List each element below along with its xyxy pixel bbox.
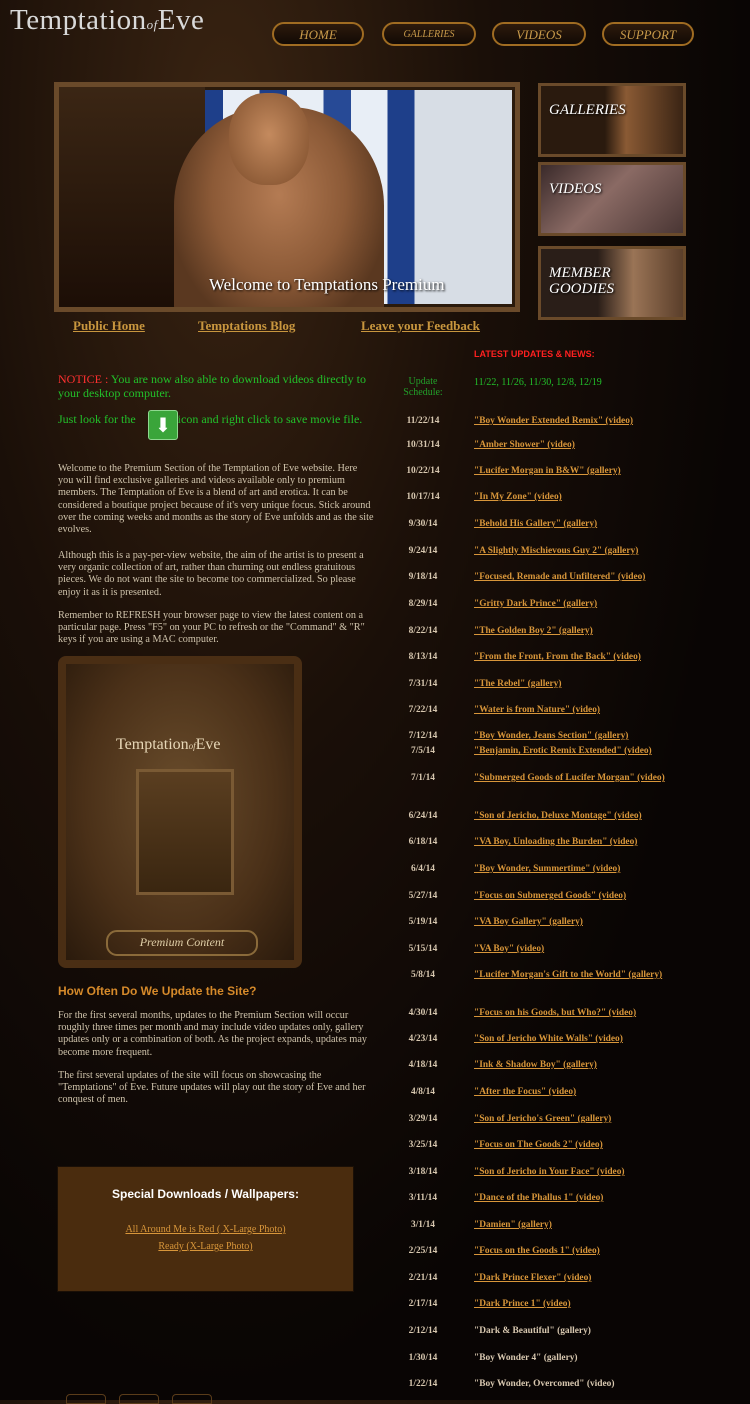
update-title[interactable]: "Amber Shower" (video) — [474, 440, 575, 450]
update-date: 3/11/14 — [408, 1193, 438, 1203]
special-downloads-box — [57, 1166, 354, 1292]
update-title[interactable]: "Dark Prince 1" (video) — [474, 1299, 571, 1309]
update-date: 7/31/14 — [408, 679, 438, 689]
update-title[interactable]: "Focus on The Goods 2" (video) — [474, 1140, 603, 1150]
hero-model-head — [229, 93, 309, 185]
update-title[interactable]: "Focus on the Goods 1" (video) — [474, 1246, 600, 1256]
book-title-main: Temptation — [116, 736, 189, 753]
hero-banner — [54, 82, 520, 312]
update-title[interactable]: "Boy Wonder, Summertime" (video) — [474, 864, 621, 874]
update-date: 9/30/14 — [408, 519, 438, 529]
bottom-thumbnail[interactable] — [66, 1394, 106, 1404]
premium-content-book-image — [58, 656, 302, 968]
tile-galleries[interactable] — [538, 83, 686, 157]
update-date: 6/4/14 — [411, 864, 435, 874]
update-date: 5/15/14 — [408, 944, 438, 954]
update-date: 2/21/14 — [408, 1273, 438, 1283]
update-date: 8/29/14 — [408, 599, 438, 609]
update-date: 3/1/14 — [411, 1220, 435, 1230]
update-title[interactable]: "Benjamin, Erotic Remix Extended" (video) — [474, 746, 652, 756]
update-title[interactable]: "Son of Jericho White Walls" (video) — [474, 1034, 623, 1044]
download-instructions-pre: Just look for the — [58, 412, 136, 426]
bottom-thumbnail[interactable] — [172, 1394, 212, 1404]
update-date: 4/23/14 — [408, 1034, 438, 1044]
update-date: 10/22/14 — [406, 466, 440, 476]
tile-goodies-line2: GOODIES — [549, 281, 614, 297]
update-title[interactable]: "A Slightly Mischievous Guy 2" (gallery) — [474, 546, 639, 556]
update-title[interactable]: "Lucifer Morgan's Gift to the World" (gallery) — [474, 970, 663, 980]
update-date: 6/24/14 — [408, 811, 438, 821]
update-title[interactable]: "Water is from Nature" (video) — [474, 705, 601, 715]
update-date: 7/1/14 — [411, 773, 435, 783]
tile-videos[interactable] — [538, 162, 686, 236]
update-title[interactable]: "VA Boy, Unloading the Burden" (video) — [474, 837, 638, 847]
update-date: 5/19/14 — [408, 917, 438, 927]
nav-videos[interactable]: VIDEOS — [492, 22, 586, 46]
notice-text — [58, 372, 378, 400]
update-date: 2/25/14 — [408, 1246, 438, 1256]
update-title[interactable]: "After the Focus" (video) — [474, 1087, 577, 1097]
update-title[interactable]: "Son of Jericho's Green" (gallery) — [474, 1114, 612, 1124]
update-title[interactable]: "VA Boy" (video) — [474, 944, 545, 954]
update-date: 5/27/14 — [408, 891, 438, 901]
update-date: 5/8/14 — [411, 970, 435, 980]
download-arrow-icon: ⬇ — [148, 410, 178, 440]
update-date: 4/8/14 — [411, 1087, 435, 1097]
update-date: 10/17/14 — [406, 492, 440, 502]
art-paragraph: Although this is a pay-per-view website, the aim of the artist is to present a very organic collection of art, rather than churning out endless gratuitous pieces. We do not want the site to become too commercialized. So please enjoy it as it is presented. — [58, 550, 364, 598]
intro-paragraph: Welcome to the Premium Section of the Temptation of Eve website. Here you will find exclusive galleries and videos available only to premium members. The Temptation of Eve is a blend of art and erotica. It can be considered a boutique project because of it's very unique focus. Stick around over the coming weeks and months as the story of Eve unfolds and as the site evolves. — [58, 463, 374, 536]
update-schedule-dates: 11/22, 11/26, 11/30, 12/8, 12/19 — [474, 377, 602, 388]
update-date: 4/30/14 — [408, 1008, 438, 1018]
update-date: 4/18/14 — [408, 1060, 438, 1070]
tile-galleries-label: GALLERIES — [549, 102, 626, 118]
site-logo[interactable] — [10, 4, 204, 37]
special-downloads-title: Special Downloads / Wallpapers: — [112, 1187, 299, 1201]
notice-label: NOTICE : — [58, 372, 109, 386]
tile-videos-label: VIDEOS — [549, 181, 602, 197]
update-date: 3/18/14 — [408, 1167, 438, 1177]
link-public-home[interactable]: Public Home — [73, 318, 145, 333]
update-date: 2/17/14 — [408, 1299, 438, 1309]
update-title[interactable]: "Ink & Shadow Boy" (gallery) — [474, 1060, 597, 1070]
update-title[interactable]: "Dark Prince Flexer" (video) — [474, 1273, 592, 1283]
update-date: 1/22/14 — [408, 1379, 438, 1389]
update-title[interactable]: "VA Boy Gallery" (gallery) — [474, 917, 583, 927]
book-badge: Premium Content — [106, 930, 258, 956]
update-date: 8/13/14 — [408, 652, 438, 662]
update-title: "Boy Wonder 4" (gallery) — [474, 1353, 578, 1363]
update-date: 2/12/14 — [408, 1326, 438, 1336]
update-date: 11/22/14 — [406, 416, 440, 426]
book-title-eve: Eve — [195, 736, 221, 753]
update-frequency-paragraph: For the first several months, updates to the Premium Section will occur roughly three times per month and may include video updates only, gallery updates only or a combination of both. As the project expands, updates may become more frequent. — [58, 1010, 367, 1058]
bottom-thumbnail[interactable] — [119, 1394, 159, 1404]
update-title[interactable]: "The Rebel" (gallery) — [474, 679, 562, 689]
update-date: 7/22/14 — [408, 705, 438, 715]
tile-goodies-line1: MEMBER — [549, 265, 611, 281]
update-title[interactable]: "Behold His Gallery" (gallery) — [474, 519, 598, 529]
update-date: 9/24/14 — [408, 546, 438, 556]
download-instructions-post: icon and right click to save movie file. — [177, 412, 363, 426]
update-title: "Boy Wonder, Overcomed" (video) — [474, 1379, 615, 1389]
book-title-of: of — [188, 741, 196, 751]
download-link-ready[interactable]: Ready (X-Large Photo) — [158, 1241, 253, 1252]
latest-updates-heading: LATEST UPDATES & NEWS: — [474, 349, 595, 359]
hero-caption: Welcome to Temptations Premium — [209, 275, 445, 294]
update-title[interactable]: "Son of Jericho, Deluxe Montage" (video) — [474, 811, 642, 821]
update-date: 1/30/14 — [408, 1353, 438, 1363]
update-title[interactable]: "From the Front, From the Back" (video) — [474, 652, 641, 662]
logo-eve: Eve — [157, 4, 205, 36]
logo-of: of — [146, 17, 158, 32]
update-title[interactable]: "The Golden Boy 2" (gallery) — [474, 626, 593, 636]
tile-member-goodies[interactable] — [538, 246, 686, 320]
book-title — [116, 736, 221, 754]
update-schedule-label: Update Schedule: — [403, 376, 443, 398]
logo-text: Temptation — [10, 4, 147, 36]
nav-galleries[interactable]: GALLERIES — [382, 22, 476, 46]
update-date: 3/25/14 — [408, 1140, 438, 1150]
update-title[interactable]: "Focus on Submerged Goods" (video) — [474, 891, 627, 901]
link-temptations-blog[interactable]: Temptations Blog — [198, 318, 296, 333]
download-link-red[interactable]: All Around Me is Red ( X-Large Photo) — [125, 1224, 286, 1235]
update-title[interactable]: "Focused, Remade and Unfiltered" (video) — [474, 572, 646, 582]
update-title: "Dark & Beautiful" (gallery) — [474, 1326, 591, 1336]
download-instructions — [58, 412, 378, 427]
update-date: 6/18/14 — [408, 837, 438, 847]
update-title[interactable]: "Boy Wonder, Jeans Section" (gallery) — [474, 731, 629, 741]
update-date: 3/29/14 — [408, 1114, 438, 1124]
update-title[interactable]: "Son of Jericho in Your Face" (video) — [474, 1167, 625, 1177]
update-date: 9/18/14 — [408, 572, 438, 582]
nav-support[interactable]: SUPPORT — [602, 22, 694, 46]
update-date: 7/12/14 — [408, 731, 438, 741]
update-date: 7/5/14 — [411, 746, 435, 756]
update-date: 8/22/14 — [408, 626, 438, 636]
tile-member-goodies-label — [549, 265, 614, 297]
update-title[interactable]: "Gritty Dark Prince" (gallery) — [474, 599, 598, 609]
notice-message: You are now also able to download videos directly to your desktop computer. — [58, 372, 366, 400]
update-frequency-heading: How Often Do We Update the Site? — [58, 984, 257, 998]
update-title[interactable]: "Lucifer Morgan in B&W" (gallery) — [474, 466, 621, 476]
nav-home[interactable]: HOME — [272, 22, 364, 46]
update-title[interactable]: "Focus on his Goods, but Who?" (video) — [474, 1008, 637, 1018]
update-title[interactable]: "In My Zone" (video) — [474, 492, 562, 502]
book-relief-figure — [136, 769, 234, 895]
update-title[interactable]: "Dance of the Phallus 1" (video) — [474, 1193, 604, 1203]
update-title[interactable]: "Damien" (gallery) — [474, 1220, 552, 1230]
update-title[interactable]: "Submerged Goods of Lucifer Morgan" (video) — [474, 773, 665, 783]
update-focus-paragraph: The first several updates of the site will focus on showcasing the "Temptations" of Eve. Future updates will play out the story of Eve and her conquest of men. — [58, 1070, 366, 1106]
link-feedback[interactable]: Leave your Feedback — [361, 318, 480, 333]
refresh-paragraph: Remember to REFRESH your browser page to view the latest content on a particular page. Press "F5" on your PC to refresh or the "Command" & "R" keys if you are using a MAC computer. — [58, 610, 365, 646]
update-date: 10/31/14 — [406, 440, 440, 450]
update-title[interactable]: "Boy Wonder Extended Remix" (video) — [474, 416, 634, 426]
